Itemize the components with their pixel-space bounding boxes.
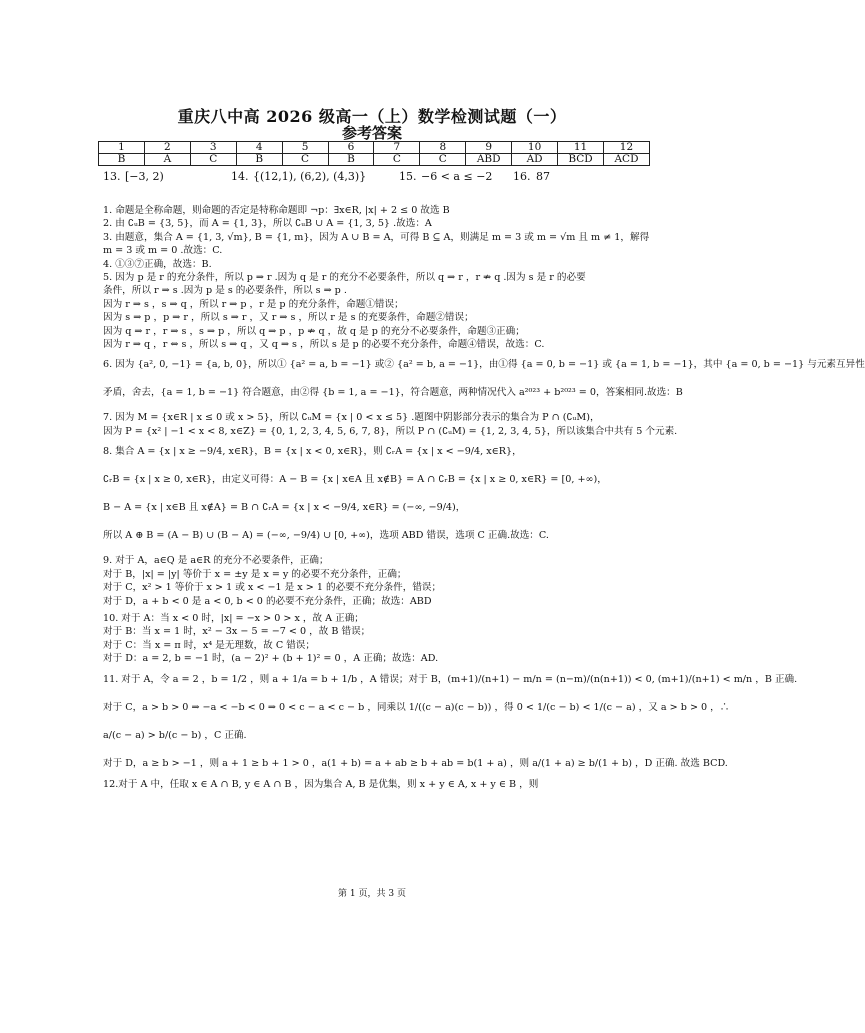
solution-line: 对于 B：当 x = 1 时，x² − 3x − 5 = −7 < 0 ，故 B 错误；	[103, 626, 371, 638]
question-number: 8	[420, 142, 466, 154]
solution-line: 所以 A ⊕ B = (A − B) ∪ (B − A) = (−∞, −9/4) ∪ [0, +∞)，选项 ABD 错误，选项 C 正确.故选：C.	[103, 530, 549, 542]
solution-line: 因为 r ⇒ q ，r ⇔ s ，所以 s ⇒ q ，又 q ⇒ s ，所以 s 是 p 的必要不充分条件，命题④错误，故选：C.	[103, 339, 545, 351]
solution-line: 1. 命题是全称命题，则命题的否定是特称命题即 ¬p：∃x∈R, |x| + 2 ≤ 0 故选 B	[103, 205, 450, 216]
question-number: 4	[236, 142, 282, 154]
solution-line: 11. 对于 A，令 a = 2 ，b = 1/2 ，则 a + 1/a = b + 1/b ，A 错误；对于 B，(m+1)/(n+1) − m/n = (n−m)/(n(n+1)) < 0, (m+1)/(n+1) < m/n ，B 正确.	[103, 673, 798, 685]
answer-cell: B	[236, 154, 282, 166]
answer-cell: BCD	[558, 154, 604, 166]
answer-cell: C	[190, 154, 236, 166]
question-number: 5	[282, 142, 328, 154]
page-subtitle: 参考答案	[341, 124, 402, 142]
solution-line: 对于 C，x² > 1 等价于 x > 1 或 x < −1 是 x > 1 的必要不充分条件，错误；	[103, 582, 442, 594]
solution-line: ∁ᵣB = {x | x ≥ 0, x∈R}，由定义可得：A − B = {x | x∈A 且 x∉B} = A ∩ ∁ᵣB = {x | x ≥ 0, x∈R} = [0, +∞)，	[103, 474, 607, 486]
answer-cell: C	[374, 154, 420, 166]
solution-line: a/(c − a) > b/(c − b) ，C 正确.	[103, 729, 247, 741]
answer-cell: A	[144, 154, 190, 166]
solution-line: 条件，所以 r ⇒ s .因为 p 是 s 的必要条件，所以 s ⇒ p .	[103, 285, 347, 297]
solution-line: 10. 对于 A：当 x < 0 时，|x| = −x > 0 > x ，故 A 正确；	[103, 612, 364, 624]
question-number: 1	[99, 142, 145, 154]
solution-line: 对于 D：a = 2, b = −1 时，(a − 2)² + (b + 1)² = 0 ，A 正确；故选：AD.	[103, 653, 439, 665]
answer-cell: B	[328, 154, 374, 166]
solution-line: 因为 q ⇒ r ，r ⇒ s ，s ⇒ p ，所以 q ⇒ p ，p ⇏ q ，故 q 是 p 的充分不必要条件，命题③正确；	[103, 325, 525, 337]
solution-line: 因为 s ⇒ p ，p ⇒ r ，所以 s ⇒ r ，又 r ⇒ s ，所以 r 是 s 的充要条件，命题②错误；	[103, 312, 474, 324]
solution-line: 6. 因为 {a², 0, −1} = {a, b, 0}，所以① {a² = a, b = −1} 或② {a² = b, a = −1}，由①得 {a = 0, b = −1} 或 {a = 1, b = −1}，其中 {a = 0, b = −1} 与元素互异性	[103, 359, 865, 371]
page-footer: 第 1 页，共 3 页	[338, 889, 406, 899]
solution-text	[103, 204, 865, 791]
question-number: 10	[512, 142, 558, 154]
solution-line: 5. 因为 p 是 r 的充分条件，所以 p ⇒ r .因为 q 是 r 的充分不必要条件，所以 q ⇒ r ，r ⇏ q .因为 s 是 r 的必要	[103, 272, 586, 284]
solution-line: 矛盾，舍去，{a = 1, b = −1} 符合题意，由②得 {b = 1, a = −1}，符合题意，两种情况代入 a²⁰²³ + b²⁰²³ = 0，答案相同.故选：B	[103, 387, 683, 399]
solution-line: 9. 对于 A，a∈Q 是 a∈R 的充分不必要条件，正确；	[103, 555, 329, 567]
solution-line: B − A = {x | x∈B 且 x∉A} = B ∩ ∁ᵣA = {x | x < −9/4, x∈R} = (−∞, −9/4)，	[103, 502, 466, 514]
answer-cell: B	[99, 154, 145, 166]
solution-line: 因为 r ⇒ s ，s ⇒ q ，所以 r ⇒ p ，r 是 p 的充分条件，命题①错误；	[103, 298, 404, 310]
question-number: 7	[374, 142, 420, 154]
question-number: 3	[190, 142, 236, 154]
fill-in-number: 15.	[399, 170, 417, 183]
question-number: 2	[144, 142, 190, 154]
answer-table	[98, 141, 650, 166]
answer-table-answers-row	[99, 154, 650, 166]
fill-in-answer: 87	[536, 170, 550, 183]
question-number: 11	[558, 142, 604, 154]
fill-in-answer: [−3, 2)	[125, 170, 164, 183]
question-number: 6	[328, 142, 374, 154]
solution-line: 7. 因为 M = {x∈R | x ≤ 0 或 x > 5}，所以 ∁ᵤM = {x | 0 < x ≤ 5} .题图中阴影部分表示的集合为 P ∩ (∁ᵤM)，	[103, 412, 600, 424]
fill-in-number: 13.	[103, 170, 121, 183]
solution-line: 对于 D，a + b < 0 是 a < 0, b < 0 的必要不充分条件，正确；故选：ABD	[103, 595, 432, 607]
answer-cell: ACD	[603, 154, 649, 166]
answer-cell: AD	[512, 154, 558, 166]
fill-in-number: 16.	[513, 170, 531, 183]
solution-line: 3. 由题意，集合 A = {1, 3, √m}, B = {1, m}，因为 A ∪ B = A，可得 B ⊆ A，则满足 m = 3 或 m = √m 且 m ≠ 1，解得	[103, 231, 650, 243]
solution-line: m = 3 或 m = 0 .故选：C.	[103, 245, 223, 257]
solution-line: 2. 由 ∁ᵤB = {3, 5}，而 A = {1, 3}，所以 ∁ᵤB ∪ A = {1, 3, 5} .故选：A	[103, 218, 432, 230]
solution-line: 8. 集合 A = {x | x ≥ −9/4, x∈R}，B = {x | x < 0, x∈R}，则 ∁ᵣA = {x | x < −9/4, x∈R}，	[103, 446, 522, 458]
solution-line: 12.对于 A 中，任取 x ∈ A ∩ B, y ∈ A ∩ B ，因为集合 A, B 是优集，则 x + y ∈ A, x + y ∈ B ，则	[103, 778, 539, 790]
question-number: 12	[603, 142, 649, 154]
question-number: 9	[466, 142, 512, 154]
solution-line: 对于 D，a ≥ b > −1 ，则 a + 1 ≥ b + 1 > 0 ，a(1 + b) = a + ab ≥ b + ab = b(1 + a) ，则 a/(1 + a) ≥ b/(1 + b) ，D 正确. 故选 BCD.	[103, 757, 728, 769]
page-title: 重庆八中高 2026 级高一（上）数学检测试题（一）	[177, 107, 567, 126]
solution-line: 对于 C，a > b > 0 ⇒ −a < −b < 0 ⇒ 0 < c − a < c − b ，同乘以 1/((c − a)(c − b)) ，得 0 < 1/(c − b) < 1/(c − a) ，又 a > b > 0 ，∴	[103, 701, 730, 713]
fill-in-number: 14.	[231, 170, 249, 183]
solution-line: 对于 C：当 x = π 时，x⁴ 是无理数，故 C 错误；	[103, 639, 315, 651]
fill-in-answer: {(12,1), (6,2), (4,3)}	[253, 170, 367, 183]
answer-cell: C	[420, 154, 466, 166]
solution-line: 对于 B，|x| = |y| 等价于 x = ±y 是 x = y 的必要不充分条件，正确；	[103, 568, 407, 580]
answer-cell: C	[282, 154, 328, 166]
answer-table-numbers-row	[99, 142, 650, 154]
solution-line: 因为 P = {x² | −1 < x < 8, x∈Z} = {0, 1, 2, 3, 4, 5, 6, 7, 8}，所以 P ∩ (∁ᵤM) = {1, 2, 3, 4, 5}，所以该集合中共有 5 个元素.	[103, 425, 678, 437]
answer-cell: ABD	[466, 154, 512, 166]
solution-line: 4. ①③⑦正确，故选：B.	[103, 258, 212, 270]
fill-in-answer: −6 < a ≤ −2	[421, 170, 493, 183]
